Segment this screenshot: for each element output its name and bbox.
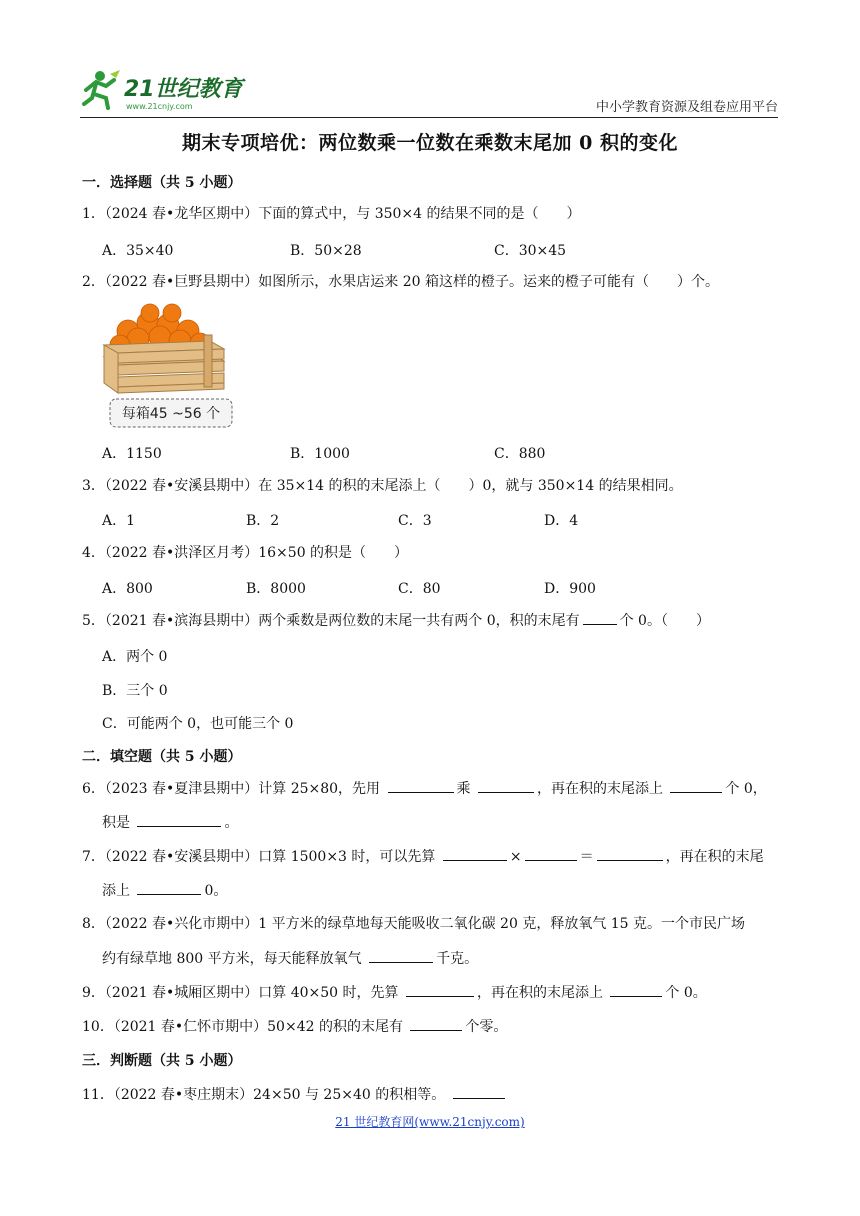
option-c[interactable]: C．880: [494, 446, 546, 462]
option-b[interactable]: B．三个 0: [102, 683, 168, 699]
question-8: 8．（2022 春•兴化市期中）1 平方米的绿草地每天能吸收二氧化碳 20 克，释放氧气 15 克。一个市民广场: [82, 916, 746, 932]
answer-blank[interactable]: [478, 778, 534, 793]
option-a[interactable]: A．1150: [102, 446, 162, 462]
runner-icon: [84, 70, 120, 108]
answer-blank[interactable]: [597, 846, 663, 861]
answer-blank[interactable]: [610, 982, 662, 997]
logo-text: 21世纪教育: [124, 77, 243, 102]
answer-blank[interactable]: [410, 1016, 462, 1031]
question-10-text: 10．（2021 春•仁怀市期中）50×42 的积的末尾有: [82, 1019, 403, 1035]
platform-label: 中小学教育资源及组卷应用平台: [595, 100, 778, 115]
orange-crate-image: [100, 301, 240, 429]
section-heading-judge: 三．判断题（共 5 小题）: [82, 1053, 242, 1069]
page-footer: [0, 1113, 860, 1130]
question-9-text: 9．（2021 春•城厢区期中）口算 40×50 时，先算: [82, 985, 399, 1001]
question-8-line-2: [82, 948, 780, 969]
option-d[interactable]: D．4: [544, 513, 579, 529]
question-7-text: ＝: [579, 849, 594, 865]
option-a[interactable]: A．1: [102, 513, 136, 529]
question-6: [82, 778, 780, 799]
answer-blank[interactable]: [137, 812, 221, 827]
question-11-text: 11．（2022 春•枣庄期末）24×50 与 25×40 的积相等。: [82, 1087, 446, 1103]
answer-blank[interactable]: [406, 982, 474, 997]
option-d[interactable]: D．900: [544, 581, 596, 597]
logo-url: www.21cnjy.com: [126, 102, 193, 111]
option-c[interactable]: C．30×45: [494, 243, 567, 259]
question-8-text: 千克。: [436, 951, 479, 967]
question-9: [82, 982, 780, 1003]
option-c[interactable]: C．80: [398, 581, 441, 597]
question-6-text: 乘: [456, 781, 471, 797]
question-6-line-2: [82, 812, 780, 833]
option-a[interactable]: A．800: [102, 581, 153, 597]
question-6-text: 个 0，: [725, 781, 767, 797]
question-4: 4．（2022 春•洪泽区月考）16×50 的积是（ ）: [82, 545, 409, 561]
option-a[interactable]: A．两个 0: [102, 649, 168, 665]
per-box-label: 每箱45 ~56 个: [121, 406, 221, 422]
answer-blank[interactable]: [388, 778, 454, 793]
answer-blank[interactable]: [583, 610, 617, 625]
crate-icon: [104, 304, 224, 393]
question-10-text: 个零。: [465, 1019, 508, 1035]
question-8-text: 约有绿草地 800 平方米，每天能释放氧气: [102, 951, 362, 967]
question-7-text: 7．（2022 春•安溪县期中）口算 1500×3 时，可以先算: [82, 849, 436, 865]
question-6-text: ，再在积的末尾添上: [536, 781, 663, 797]
option-c[interactable]: C．3: [398, 513, 432, 529]
option-b[interactable]: B．8000: [246, 581, 306, 597]
question-6-text: 6．（2023 春•夏津县期中）计算 25×80，先用: [82, 781, 381, 797]
question-7-text: ×: [509, 849, 522, 865]
question-6-text: 。: [224, 815, 239, 831]
answer-blank[interactable]: [443, 846, 507, 861]
question-5: [82, 610, 780, 631]
question-7-text: ，再在积的末尾: [665, 849, 764, 865]
answer-blank[interactable]: [525, 846, 577, 861]
question-10: [82, 1016, 780, 1037]
question-2: 2．（2022 春•巨野县期中）如图所示，水果店运来 20 箱这样的橙子。运来的橙子可能有（ ）个。: [82, 274, 719, 290]
option-b[interactable]: B．50×28: [290, 243, 362, 259]
question-11: [82, 1084, 780, 1105]
answer-blank[interactable]: [670, 778, 722, 793]
header-divider: [80, 117, 778, 118]
question-5-text-b: 个 0。（ ）: [619, 613, 710, 629]
question-9-text: ，再在积的末尾添上: [476, 985, 603, 1001]
question-7-text: 添上: [102, 883, 130, 899]
option-c[interactable]: C．可能两个 0，也可能三个 0: [102, 716, 294, 732]
question-6-text: 积是: [102, 815, 130, 831]
question-7-line-2: [82, 880, 780, 901]
question-1: 1．（2024 春•龙华区期中）下面的算式中，与 350×4 的结果不同的是（ ）: [82, 206, 581, 222]
option-b[interactable]: B．1000: [290, 446, 350, 462]
question-3: 3．（2022 春•安溪县期中）在 35×14 的积的末尾添上（ ）0，就与 350×14 的结果相同。: [82, 478, 683, 494]
question-9-text: 个 0。: [665, 985, 707, 1001]
question-5-text-a: 5．（2021 春•滨海县期中）两个乘数是两位数的末尾一共有两个 0，积的末尾有: [82, 613, 580, 629]
site-logo: [80, 68, 250, 112]
question-7: [82, 846, 780, 867]
question-7-text: 0。: [204, 883, 228, 899]
answer-blank[interactable]: [453, 1084, 505, 1099]
section-heading-choice: 一．选择题（共 5 小题）: [82, 175, 242, 191]
answer-blank[interactable]: [369, 948, 433, 963]
page-title: 期末专项培优：两位数乘一位数在乘数末尾加 0 积的变化: [182, 132, 678, 154]
option-a[interactable]: A．35×40: [102, 243, 174, 259]
section-heading-fill: 二．填空题（共 5 小题）: [82, 749, 242, 765]
footer-link[interactable]: 21 世纪教育网(www.21cnjy.com): [335, 1115, 525, 1129]
answer-blank[interactable]: [137, 880, 201, 895]
option-b[interactable]: B．2: [246, 513, 280, 529]
